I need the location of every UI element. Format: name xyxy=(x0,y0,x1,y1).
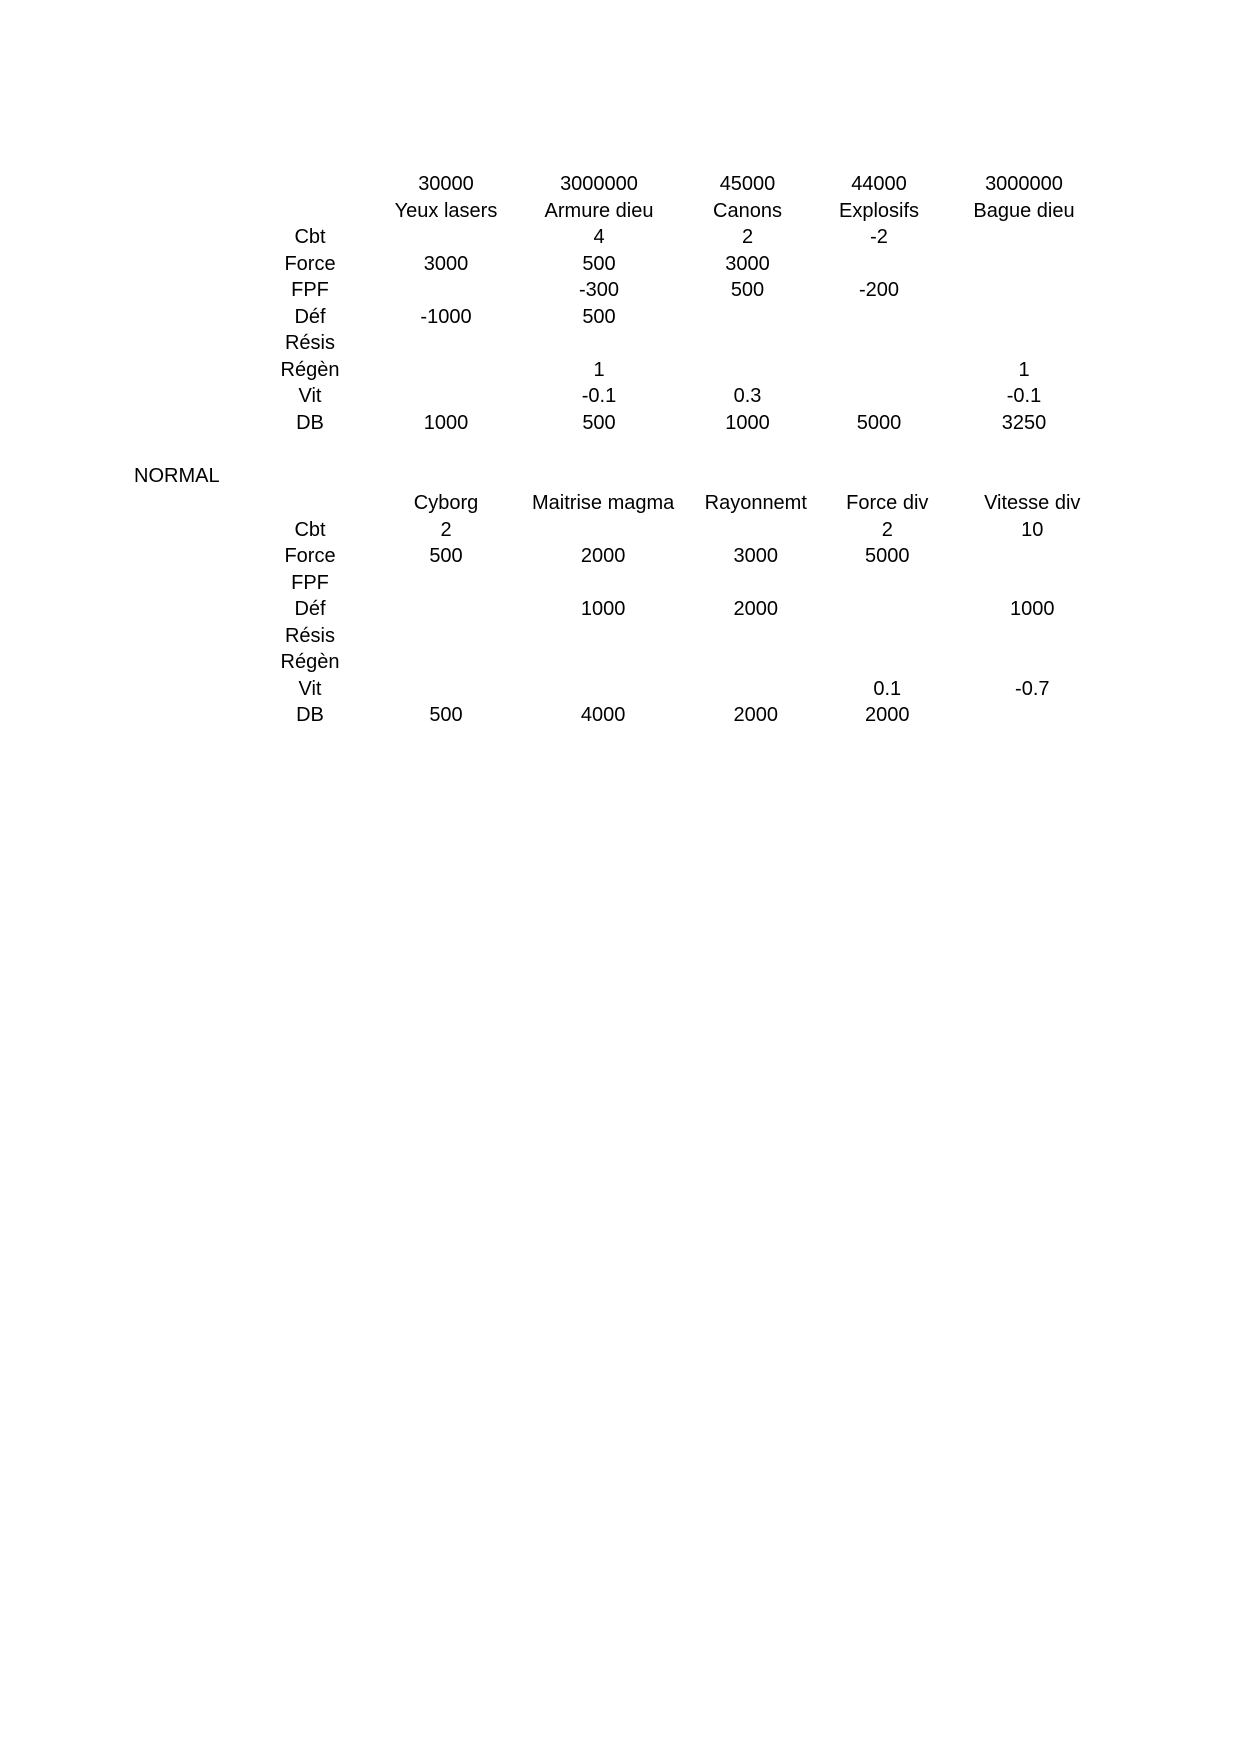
value-cell xyxy=(829,330,929,357)
value-cell: 1000 xyxy=(423,411,469,434)
value-cell: 3000 xyxy=(733,545,779,568)
row-label: DB xyxy=(296,704,324,727)
value-cell xyxy=(360,570,532,597)
value-cell: 3250 xyxy=(1001,411,1047,434)
value-cell xyxy=(532,570,674,597)
value-cell xyxy=(532,517,674,544)
value-cell xyxy=(937,649,1127,676)
value-cell: 2000 xyxy=(733,704,779,727)
stat-row-resis xyxy=(260,330,1119,357)
value-cell: -300 xyxy=(578,279,620,302)
value-cell xyxy=(532,676,674,703)
stat-row-vit xyxy=(260,383,1119,410)
value-cell: 1000 xyxy=(580,598,626,621)
column-header: Rayonnemt xyxy=(704,492,807,515)
row-label: Déf xyxy=(294,305,326,328)
value-cell: -200 xyxy=(858,279,900,302)
abilities-table xyxy=(260,490,1127,729)
row-label: FPF xyxy=(291,279,329,302)
value-cell: 500 xyxy=(582,252,616,275)
stat-row-resis xyxy=(260,623,1127,650)
equipment-table xyxy=(260,171,1119,436)
value-cell: 4 xyxy=(593,226,605,249)
value-cell xyxy=(360,649,532,676)
value-cell: 10 xyxy=(1021,518,1044,541)
stat-row-regen xyxy=(260,357,1119,384)
empty-cell xyxy=(260,198,360,225)
column-header: Explosifs xyxy=(838,199,920,222)
column-header: Armure dieu xyxy=(544,199,654,222)
value-cell: 2000 xyxy=(580,545,626,568)
row-label: Régèn xyxy=(280,358,340,381)
value-cell: 0.1 xyxy=(873,677,902,700)
value-cell xyxy=(929,304,1119,331)
column-header: Cyborg xyxy=(413,492,479,515)
value-cell xyxy=(929,277,1119,304)
value-cell: -0.1 xyxy=(1006,385,1042,408)
row-label: Régèn xyxy=(280,651,340,674)
value-cell xyxy=(532,623,674,650)
stat-row-force xyxy=(260,543,1127,570)
value-cell: 3000 xyxy=(423,252,469,275)
row-label: Cbt xyxy=(294,518,326,541)
row-label: Vit xyxy=(298,677,322,700)
value-cell xyxy=(929,224,1119,251)
column-header: Maitrise magma xyxy=(532,492,675,515)
value-cell: -0.1 xyxy=(581,385,617,408)
value-cell xyxy=(929,251,1119,278)
value-cell: 2 xyxy=(741,226,754,249)
value-cell xyxy=(532,649,674,676)
value-cell xyxy=(360,357,532,384)
value-cell: 500 xyxy=(730,279,765,302)
row-label: Résis xyxy=(284,332,335,355)
value-cell xyxy=(674,623,837,650)
value-cell: 4000 xyxy=(580,704,626,727)
value-cell: 500 xyxy=(429,545,463,568)
empty-cell xyxy=(260,490,360,517)
value-cell: -1000 xyxy=(420,305,472,328)
column-header: Canons xyxy=(713,199,782,222)
value-cell xyxy=(674,570,837,597)
price-cell: 3000000 xyxy=(985,173,1063,196)
value-cell xyxy=(929,330,1119,357)
value-cell xyxy=(837,570,937,597)
price-cell: 45000 xyxy=(719,173,776,196)
stat-row-regen xyxy=(260,649,1127,676)
value-cell xyxy=(360,330,532,357)
value-cell: 2 xyxy=(881,518,893,541)
value-cell: 2 xyxy=(440,518,452,541)
value-cell: 1000 xyxy=(1010,598,1055,621)
value-cell xyxy=(937,623,1127,650)
value-cell xyxy=(360,383,532,410)
value-cell xyxy=(674,517,837,544)
value-cell xyxy=(937,543,1127,570)
price-cell: 44000 xyxy=(851,173,907,196)
value-cell xyxy=(829,251,929,278)
value-cell xyxy=(937,702,1127,729)
row-label: Force xyxy=(284,545,336,568)
section-label-normal: NORMAL xyxy=(134,465,220,487)
row-label: Vit xyxy=(298,385,322,408)
row-label: Résis xyxy=(284,624,335,647)
value-cell: 5000 xyxy=(865,545,910,568)
value-cell: 3000 xyxy=(725,252,770,275)
row-label: FPF xyxy=(291,571,329,594)
stat-row-db xyxy=(260,410,1119,437)
value-cell xyxy=(360,676,532,703)
value-cell: 5000 xyxy=(856,411,902,434)
header-row xyxy=(260,490,1127,517)
value-cell xyxy=(829,383,929,410)
stat-row-def xyxy=(260,596,1127,623)
stat-row-fpf xyxy=(260,570,1127,597)
value-cell xyxy=(532,330,666,357)
value-cell xyxy=(837,623,937,650)
value-cell: 2000 xyxy=(865,704,910,727)
value-cell: 500 xyxy=(582,305,616,328)
price-cell: 30000 xyxy=(418,173,474,196)
value-cell xyxy=(674,649,837,676)
value-cell: 2000 xyxy=(733,598,779,621)
value-cell xyxy=(674,676,837,703)
column-header: Bague dieu xyxy=(973,199,1075,222)
stat-row-vit xyxy=(260,676,1127,703)
stat-row-db xyxy=(260,702,1127,729)
value-cell xyxy=(837,649,937,676)
column-header: Force div xyxy=(846,492,929,515)
stat-row-def xyxy=(260,304,1119,331)
value-cell xyxy=(829,357,929,384)
value-cell xyxy=(360,623,532,650)
column-header: Vitesse div xyxy=(984,492,1081,515)
value-cell: 0.3 xyxy=(733,385,762,408)
value-cell: 1000 xyxy=(725,411,770,434)
header-row xyxy=(260,198,1119,225)
stat-row-force xyxy=(260,251,1119,278)
stat-row-cbt xyxy=(260,517,1127,544)
value-cell xyxy=(937,570,1127,597)
value-cell xyxy=(360,277,532,304)
value-cell xyxy=(666,330,829,357)
value-cell xyxy=(360,596,532,623)
value-cell xyxy=(666,357,829,384)
value-cell: 1 xyxy=(1018,358,1030,381)
row-label: DB xyxy=(296,411,324,434)
row-label: Cbt xyxy=(294,226,326,249)
value-cell: -0.7 xyxy=(1015,677,1050,700)
column-header: Yeux lasers xyxy=(394,199,498,222)
stat-row-cbt xyxy=(260,224,1119,251)
value-cell xyxy=(666,304,829,331)
price-cell: 3000000 xyxy=(560,173,638,196)
stat-row-fpf xyxy=(260,277,1119,304)
value-cell xyxy=(360,224,532,251)
value-cell: 500 xyxy=(582,411,616,434)
value-cell: 500 xyxy=(429,704,463,727)
empty-cell xyxy=(260,171,360,198)
value-cell: 1 xyxy=(593,358,605,381)
value-cell: -2 xyxy=(870,226,888,249)
value-cell xyxy=(829,304,929,331)
price-row xyxy=(260,171,1119,198)
row-label: Force xyxy=(284,252,336,275)
row-label: Déf xyxy=(294,598,326,621)
value-cell xyxy=(837,596,937,623)
